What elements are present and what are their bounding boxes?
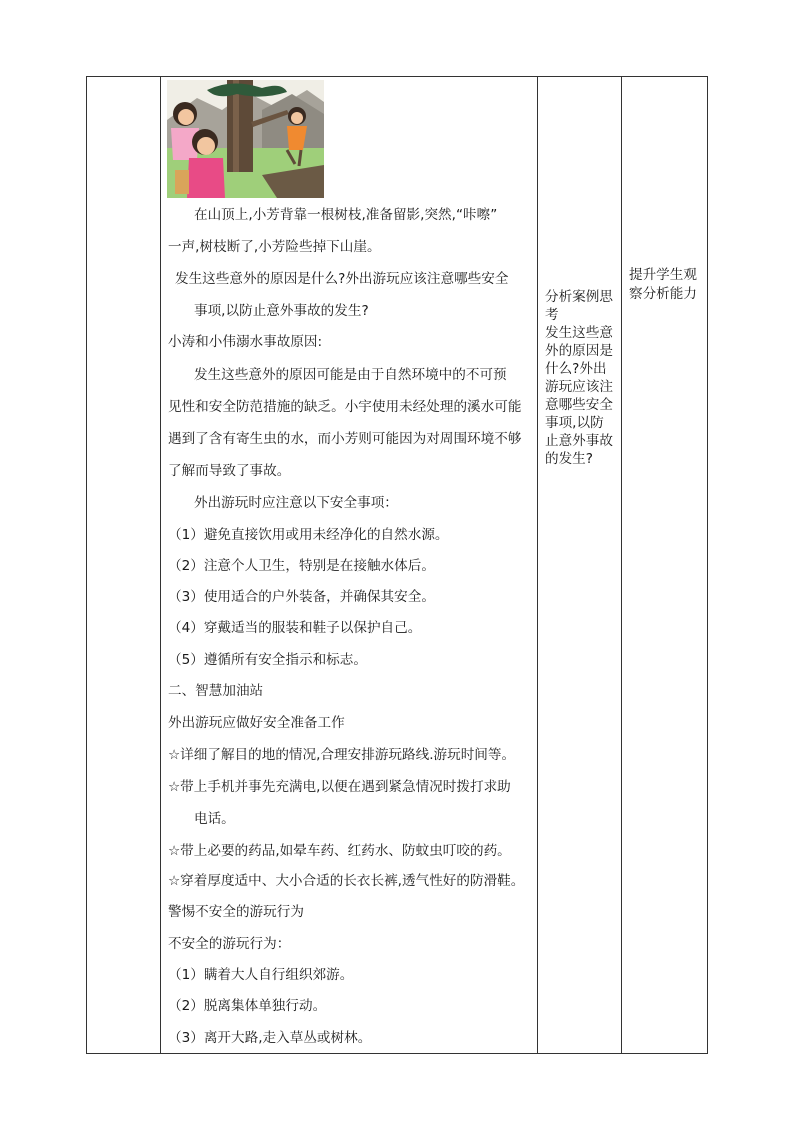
subheading: 不安全的游玩行为： — [168, 936, 291, 952]
question-line: 事项,以防止意外事故的发生? — [194, 303, 369, 319]
section-label: 小涛和小伟溺水事故原因: — [168, 334, 323, 350]
paragraph-line: 发生这些意外的原因可能是由于自然环境中的不可预 — [194, 367, 507, 383]
content-column — [161, 77, 537, 1053]
activity-line: 分析案例思 — [545, 289, 613, 305]
paragraph-line: 见性和安全防范措施的缺乏。小宇使用未经处理的溪水可能 — [168, 399, 522, 415]
tip-line: ☆穿着厚度适中、大小合适的长衣长裤,透气性好的防滑鞋。 — [168, 873, 525, 889]
question-line: 发生这些意外的原因是什么?外出游玩应该注意哪些安全 — [175, 271, 509, 287]
section-heading: 二、智慧加油站 — [168, 683, 264, 699]
tip-line: 电话。 — [194, 811, 235, 827]
teacher-activity-column — [538, 77, 621, 1053]
list-item: （4）穿戴适当的服装和鞋子以保护自己。 — [168, 620, 422, 636]
story-line: 一声,树枝断了,小芳险些掉下山崖。 — [168, 239, 381, 255]
story-line: 在山顶上,小芳背靠一根树枝,准备留影,突然,“咔嚓” — [194, 207, 498, 223]
list-item: （1）瞒着大人自行组织郊游。 — [168, 967, 354, 983]
activity-line: 的发生? — [545, 451, 593, 467]
list-item: （3）使用适合的户外装备，并确保其安全。 — [168, 589, 435, 605]
tip-line: ☆带上必要的药品,如晕车药、红药水、防蚊虫叮咬的药。 — [168, 843, 511, 859]
list-item: （2）注意个人卫生，特别是在接触水体后。 — [168, 558, 435, 574]
tip-line: ☆详细了解目的地的情况,合理安排游玩路线.游玩时间等。 — [168, 747, 516, 763]
activity-line: 事项,以防 — [545, 415, 604, 431]
paragraph-line: 了解而导致了事故。 — [168, 463, 291, 479]
list-item: （2）脱离集体单独行动。 — [168, 998, 327, 1014]
intent-line: 察分析能力 — [629, 286, 697, 302]
subheading: 外出游玩应做好安全准备工作 — [168, 715, 345, 731]
tip-line: ☆带上手机并事先充满电,以便在遇到紧急情况时拨打求助 — [168, 779, 511, 795]
intent-line: 提升学生观 — [629, 267, 697, 283]
activity-line: 外的原因是 — [545, 343, 613, 359]
paragraph-line: 遇到了含有寄生虫的水，而小芳则可能因为对周围环境不够 — [168, 431, 522, 447]
list-item: （1）避免直接饮用或用未经净化的自然水源。 — [168, 527, 449, 543]
lesson-table — [86, 76, 708, 1054]
activity-line: 什么?外出 — [545, 361, 607, 377]
activity-line: 游玩应该注 — [545, 379, 613, 395]
activity-line: 考 — [545, 307, 559, 323]
list-item: （5）遵循所有安全指示和标志。 — [168, 652, 367, 668]
paragraph-line: 外出游玩时应注意以下安全事项： — [194, 495, 398, 511]
activity-line: 发生这些意 — [545, 325, 613, 341]
children-on-mountain-illustration-icon — [167, 80, 324, 198]
list-item: （3）离开大路,走入草丛或树林。 — [168, 1030, 372, 1046]
activity-line: 意哪些安全 — [545, 397, 613, 413]
subheading: 警惕不安全的游玩行为 — [168, 904, 304, 920]
activity-line: 止意外事故 — [545, 433, 613, 449]
design-intent-column — [622, 77, 707, 1053]
